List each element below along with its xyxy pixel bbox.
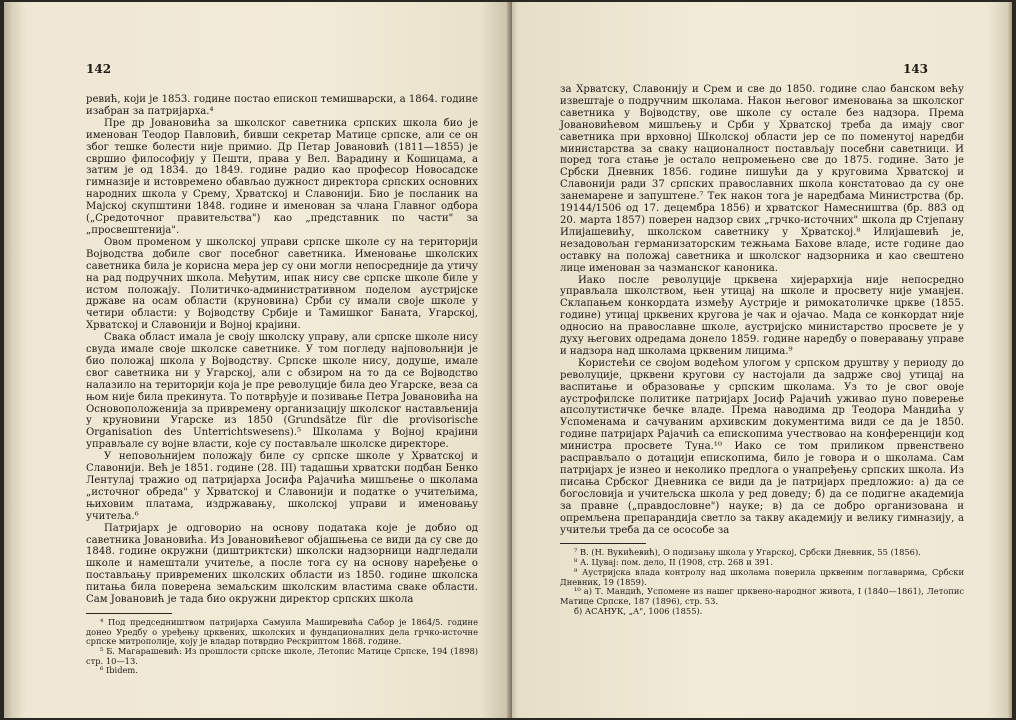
- book-spread: [4, 2, 1012, 718]
- page-edge: [1007, 2, 1012, 718]
- paragraph: Иако после револуције црквена хијерархија није непосредно управљала школством, њен утицај на школе и просвету није уманјен. Склапањем конкордата између Аустрије и римокатоличке цркве (1855. године) утицај црквених кругова је чак и ојачао. Мада се конкордат није односио на православне школе, аустријско министарство просвете је у духу његових одредама донело 1859. године наредбу о поверавању управе и надзора над школама црквеним лицима.⁹: [560, 274, 964, 357]
- paragraph: У неповољнијем положају биле су српске школе у Хрватској и Славонији. Већ је 1851. године (28. III) тадашњи хрватски подбан Бенко Лентулај тражио од патријарха Јосифа Рајачића мишљење о школама „источног обреда" у Хрватској и Славонији и податке о учитељима, њиховим платама, издржавању, школској управи и именовању учитеља.⁶: [86, 451, 478, 522]
- paragraph: Пре др Јовановића за школског саветника српских школа био је именован Теодор Павловић, бивши секретар Матице српске, али се он због тешке болести није примио. Др Петар Јовановић (1811—1855) је свршио философију у Пешти, права у Вел. Варадину и Кошицама, а затим је од 1834. до 1849. године радио као професор Новосадске гимназије и истовремено обављао дужност директора српских основних народних школа у Срему, Хрватској и Славонији. Био је посланик на Мајској скупштини 1848. године и именован за члана Главног одбора („Средоточног правитељства") као „представник по части" за „просвештенија".: [86, 117, 478, 236]
- footnote: ⁴ Под председништвом патријарха Самуила Маширевића Сабор је 1864/5. године донео Уредбу о уређењу црквених, школских и фундационалних дела грчко-источне српске митрополије, коју је владар потврдио Рескриптом 1868. године.: [86, 616, 478, 647]
- body-text: [560, 84, 964, 616]
- paragraph: Свака област имала је своју школску управу, али српске школе нису свуда имале своје школске саветнике. У том погледу најповољнији је био положај школа у Војводству. Српске школе нису, додуше, имале свог саветника ни у Угарској, али с обзиром на то да се Војводство налазило на територији која је пре револуције била део Угарске, веза са њом није била прекинута. То потврђује и позивање Петра Јовановића на Основоположенија за привремену организацију школског настављенија у круновини Угарске из 1850 (Grundsätze für die provisorische Organisation des Unterrichtswesens).⁵ Школама у Војној крајини управљале су војне власти, које су постављале школске директоре.: [86, 332, 478, 451]
- footnote: ⁵ Б. Магарашевић: Из прошлости српске школе, Летопис Матице Српске, 194 (1898) стр. 10—13.: [86, 646, 478, 666]
- footnote: ⁷ В. (Н. Вукићевић), О подизању школа у Угарској, Србски Дневник, 55 (1856).: [574, 547, 921, 558]
- paragraph: Овом променом у школској управи српске школе су на територији Војводства добиле свог посебног саветника. Именовање школских саветника била је корисна мера јер су они могли непосредније да утичу на рад подручних школа. Међутим, ипак нису све српске школе биле у истом положају. Политичко-административном поделом аустријске државе на осам области (круновина) Срби су имали своје школе у четири области: у Војводству Србије и Тамишког Баната, Угарској, Хрватској и Славонији и Војној крајини.: [86, 236, 478, 332]
- right-page: [512, 2, 1012, 718]
- footnote: ¹⁰ а) Т. Мандић, Успомене из нашег црквено-народног живота, I (1840—1861), Летопис Матице Српске, 187 (1896), стр. 53.: [560, 586, 964, 606]
- footnote-rule: [560, 543, 646, 544]
- footnote: б) АСАНУК, „А", 1006 (1855).: [574, 605, 703, 616]
- paragraph: за Хрватску, Славонију и Срем и све до 1850. године слао банском већу извештаје о подручним школама. Након његовог именовања за школског саветника у Војводству, ове школе су остале без надзора. Према Јовановићевом мишљењу и Срби у Хрватској треба да имају свог саветника при врховној Школској области јер се по поменутој наредби министарства за сваку националност постављају посебни саветници. И поред тога стање је остало непромењено све до 1875. године. Зато је Србски Дневник 1856. године пишући да у круговима Хрватској и Славонији ради 37 српских православних школа констатовао да су оне занемарене и запуштене.⁷ Тек након тога је наредбама Министрства (бр. 19144/1506 од 17. децембра 1856) и хрватског Намесништва (бр. 883 од 20. марта 1857) поверен надзор свих „грчко-источних" школа др Стјепану Илијашевићу, школском саветнику у Хрватској.⁸ Илијашевић је, незадовољан германизаторским тежњама Бахове владе, исте године дао оставку на положај саветника и школског надзорника и као свештено лице именован за чазманског каноника.: [560, 84, 964, 274]
- footnote-rule: [86, 613, 172, 614]
- paragraph: Патријарх је одговорио на основу података које је добио од саветника Јовановића. Из Јовановићевог објашњења се види да су све до 1848. године окружни (диштриктски) школски надзорници надгледали школе и намештали учитеље, а после тога су на основу наређење о постављању привремених школских области из 1850. године школска питања била поверена земаљским школским властима сваке области. Сам Јовановић је тада био окружни директор српских школа: [86, 522, 478, 606]
- footnotes: [560, 548, 964, 616]
- paragraph: Користећи се својом водећом улогом у српском друштву у периоду до револуције, црквени кругови су настојали да задрже свој утицај на васпитање и образовање у српским школама. Уз то је свог овоје аустрофилске политике патријарх Јосиф Рајачић уживао пуно поверење апсолутистичке бечке владе. Према наводима др Теодора Мандића у Успоменама и сачуваним архивским документима види се да је 1850. године патријарх Рајачић са епископима учествовао на конференцији код министра просвете Туна.¹⁰ Иако се том приликом првенствено расправљало о дотацији епископима, било је говора и о школама. Сам патријарх је изнео и неколико предлога о унапређењу српских школа. Из писања Србског Дневника се види да је патријарх предложио: а) да се богословија и учитељска школа у ред доведу; б) да се подигне академија за правне („правдословне") науке; в) да се добро организована и опремљена препарандија светло за такву академију и велику гимназију, а учитељи треба да се осособе за: [560, 357, 964, 536]
- footnote: ⁶ Ibidem.: [100, 665, 138, 676]
- footnote: ⁸ А. Цуваj: пом. дело, II (1908, стр. 268 и 391.: [574, 557, 773, 568]
- page-number: 142: [86, 62, 112, 76]
- left-page: [4, 2, 511, 718]
- page-number: 143: [902, 62, 928, 76]
- footnote: ⁹ Аустријска влада контролу над школама поверила црквеним поглаварима, Србски Дневник, 19 (1859).: [560, 566, 964, 587]
- footnotes: [86, 618, 478, 676]
- body-text: [86, 94, 478, 676]
- paragraph: ревић, који је 1853. године постао епископ темишварски, а 1864. године изабран за патријарха.⁴: [86, 94, 478, 117]
